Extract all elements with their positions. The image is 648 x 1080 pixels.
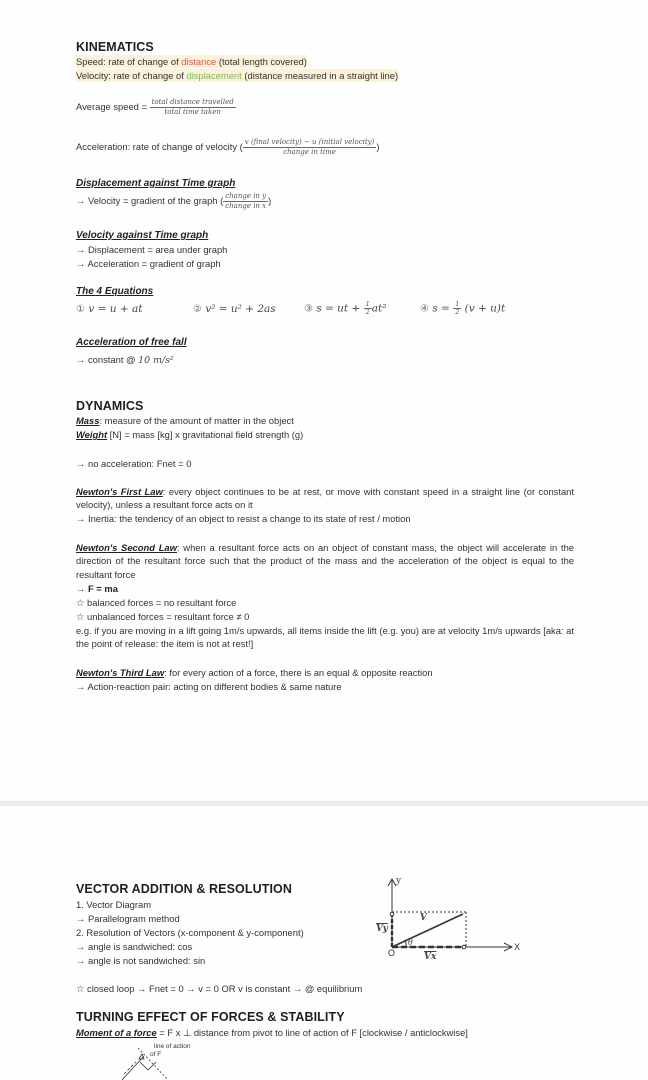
fraction-numerator: total distance travelled <box>151 98 234 106</box>
acceleration-fraction <box>243 138 380 157</box>
moment-text: = F x ⊥ distance from pivot to line of action of F [clockwise / anticlockwise] <box>156 1027 468 1038</box>
weight-text: [N] = mass [kg] x gravitational field strength (g) <box>107 429 304 440</box>
equation-expression: s = <box>432 302 454 315</box>
speed-suffix: (total length covered) <box>216 56 307 67</box>
unbalanced-forces-note: ☆ unbalanced forces = resultant force ≠ 0 <box>76 611 250 622</box>
equation-3 <box>304 301 386 316</box>
velocity-graph-line-1: → Displacement = area under graph <box>76 244 228 255</box>
speed-prefix: Speed: rate of change of <box>76 56 182 67</box>
second-law-text: : when a resultant force acts on an object of constant mass, the object will accelerate in the direction of the resultant force such that the product of the mass and the acceleration of the object is equal to the resultant force <box>76 542 574 580</box>
newton-first-law <box>76 485 574 512</box>
vector-line-5: → angle is not sandwiched: sin <box>76 955 206 966</box>
third-law-text: : for every action of a force, there is an equal & opposite reaction <box>164 667 433 678</box>
displacement-graph-heading: Displacement against Time graph <box>76 178 236 189</box>
mass-term: Mass <box>76 415 100 426</box>
weight-term: Weight <box>76 429 108 440</box>
line-of-action-label-2: of F <box>150 1051 162 1058</box>
mass-definition <box>76 414 294 427</box>
equation-expression: v² = u² + 2as <box>205 303 276 315</box>
kinematics-heading: KINEMATICS <box>76 40 154 54</box>
average-speed-formula <box>76 98 236 117</box>
equation-number: ② <box>193 304 202 315</box>
velocity-suffix: (distance measured in a straight line) <box>241 70 399 81</box>
vector-line-3: 2. Resolution of Vectors (x-component & y-component) <box>76 927 304 938</box>
balanced-forces-note: ☆ balanced forces = no resultant force <box>76 597 237 608</box>
vector-line-4: → angle is sandwiched: cos <box>76 941 193 952</box>
equation-number: ③ <box>304 303 313 315</box>
dynamics-heading: DYNAMICS <box>76 399 144 413</box>
inertia-note: → Inertia: the tendency of an object to resist a change to its state of rest / motion <box>76 513 411 524</box>
close-paren: ) <box>268 194 272 206</box>
newton-second-law <box>76 541 574 581</box>
velocity-graph-heading: Velocity against Time graph <box>76 230 209 241</box>
x-axis-label: X <box>514 942 521 952</box>
line-of-action-label-1: line of action <box>154 1043 191 1050</box>
fraction-numerator: v (final velocity) − u (initial velocity) <box>244 138 375 146</box>
fraction-numerator: change in y <box>225 192 267 200</box>
angle-theta-label: θ <box>408 938 413 947</box>
fraction-denominator: 2 <box>455 308 460 316</box>
newton-third-law <box>76 666 433 679</box>
vector-vx-label: $\overline{Vx}$ <box>424 952 437 962</box>
closed-loop-note: ☆ closed loop → Fnet = 0 → v = 0 OR v is constant → @ equilibrium <box>76 983 363 994</box>
half-fraction <box>364 301 372 316</box>
equation-1 <box>76 303 142 316</box>
velocity-graph-line-2: → Acceleration = gradient of graph <box>76 258 221 269</box>
moment-term: Moment of a force <box>76 1027 157 1038</box>
fraction-denominator: 2 <box>365 308 370 316</box>
equation-expression-tail: (v + u)t <box>461 302 506 315</box>
f-equals-ma: → F = ma <box>76 583 118 594</box>
y-axis-label: y <box>396 876 402 886</box>
free-fall-heading: Acceleration of free fall <box>76 337 187 348</box>
first-law-text: : every object continues to be at rest, or move with constant speed in a straight line (or constant velocity), unless a resultant force acts on it <box>76 486 574 511</box>
no-acceleration-note: → no acceleration: Fnet = 0 <box>76 458 192 469</box>
second-law-term: Newton's Second Law <box>76 542 177 553</box>
mass-text: : measure of the amount of matter in the object <box>99 415 294 426</box>
average-speed-fraction <box>150 98 236 117</box>
free-fall-text: → constant @ <box>76 354 139 365</box>
moment-definition <box>76 1026 468 1039</box>
vector-line-1: 1. Vector Diagram <box>76 899 152 910</box>
equation-expression: s = ut + <box>316 302 364 315</box>
displacement-keyword: displacement <box>186 70 242 81</box>
fraction-denominator: change in time <box>283 148 336 156</box>
equation-number: ④ <box>420 303 429 315</box>
acceleration-label: Acceleration: rate of change of velocity ( <box>76 140 243 152</box>
equation-expression-tail: at² <box>371 302 387 315</box>
velocity-prefix: Velocity: rate of change of <box>76 70 187 81</box>
average-speed-label: Average speed = <box>76 100 150 112</box>
velocity-gradient-text: → Velocity = gradient of the graph ( <box>76 194 224 206</box>
action-reaction-note: → Action-reaction pair: acting on different bodies & same nature <box>76 681 342 692</box>
third-law-term: Newton's Third Law <box>76 667 165 678</box>
distance-keyword: distance <box>181 56 217 67</box>
speed-definition <box>76 55 307 68</box>
origin-label: O <box>388 948 396 958</box>
equation-2 <box>193 303 276 316</box>
lift-example: e.g. if you are moving in a lift going 1m/s upwards, all items inside the lift (e.g. you) are at velocity 1m/s upwards [aka: at the point of release: the item is not at rest!] <box>76 625 574 650</box>
vector-line-2: → Parallelogram method <box>76 913 180 924</box>
fraction-numerator: 1 <box>365 300 370 308</box>
fraction-denominator: change in x <box>225 202 267 210</box>
vector-vy-label: $\overline{Vy}$ <box>376 924 388 934</box>
equation-4 <box>420 301 505 316</box>
page-break-divider <box>0 801 648 806</box>
fraction-numerator: 1 <box>455 300 460 308</box>
free-fall-value: 10 m/s² <box>138 355 174 366</box>
fraction-denominator: total time taken <box>164 108 221 116</box>
weight-definition <box>76 428 303 441</box>
equation-number: ① <box>76 304 85 315</box>
equation-expression: v = u + at <box>88 303 143 315</box>
acceleration-formula <box>76 138 380 157</box>
first-law-term: Newton's First Law <box>76 486 163 497</box>
free-fall-line <box>76 353 174 367</box>
velocity-gradient-line <box>76 192 271 211</box>
vectors-heading: VECTOR ADDITION & RESOLUTION <box>76 882 293 896</box>
gradient-fraction <box>223 192 268 211</box>
vector-v-label: V <box>420 913 427 923</box>
velocity-definition <box>76 69 398 82</box>
close-paren: ) <box>376 140 380 152</box>
turning-effect-heading: TURNING EFFECT OF FORCES & STABILITY <box>76 1010 345 1024</box>
equations-heading: The 4 Equations <box>76 286 154 297</box>
